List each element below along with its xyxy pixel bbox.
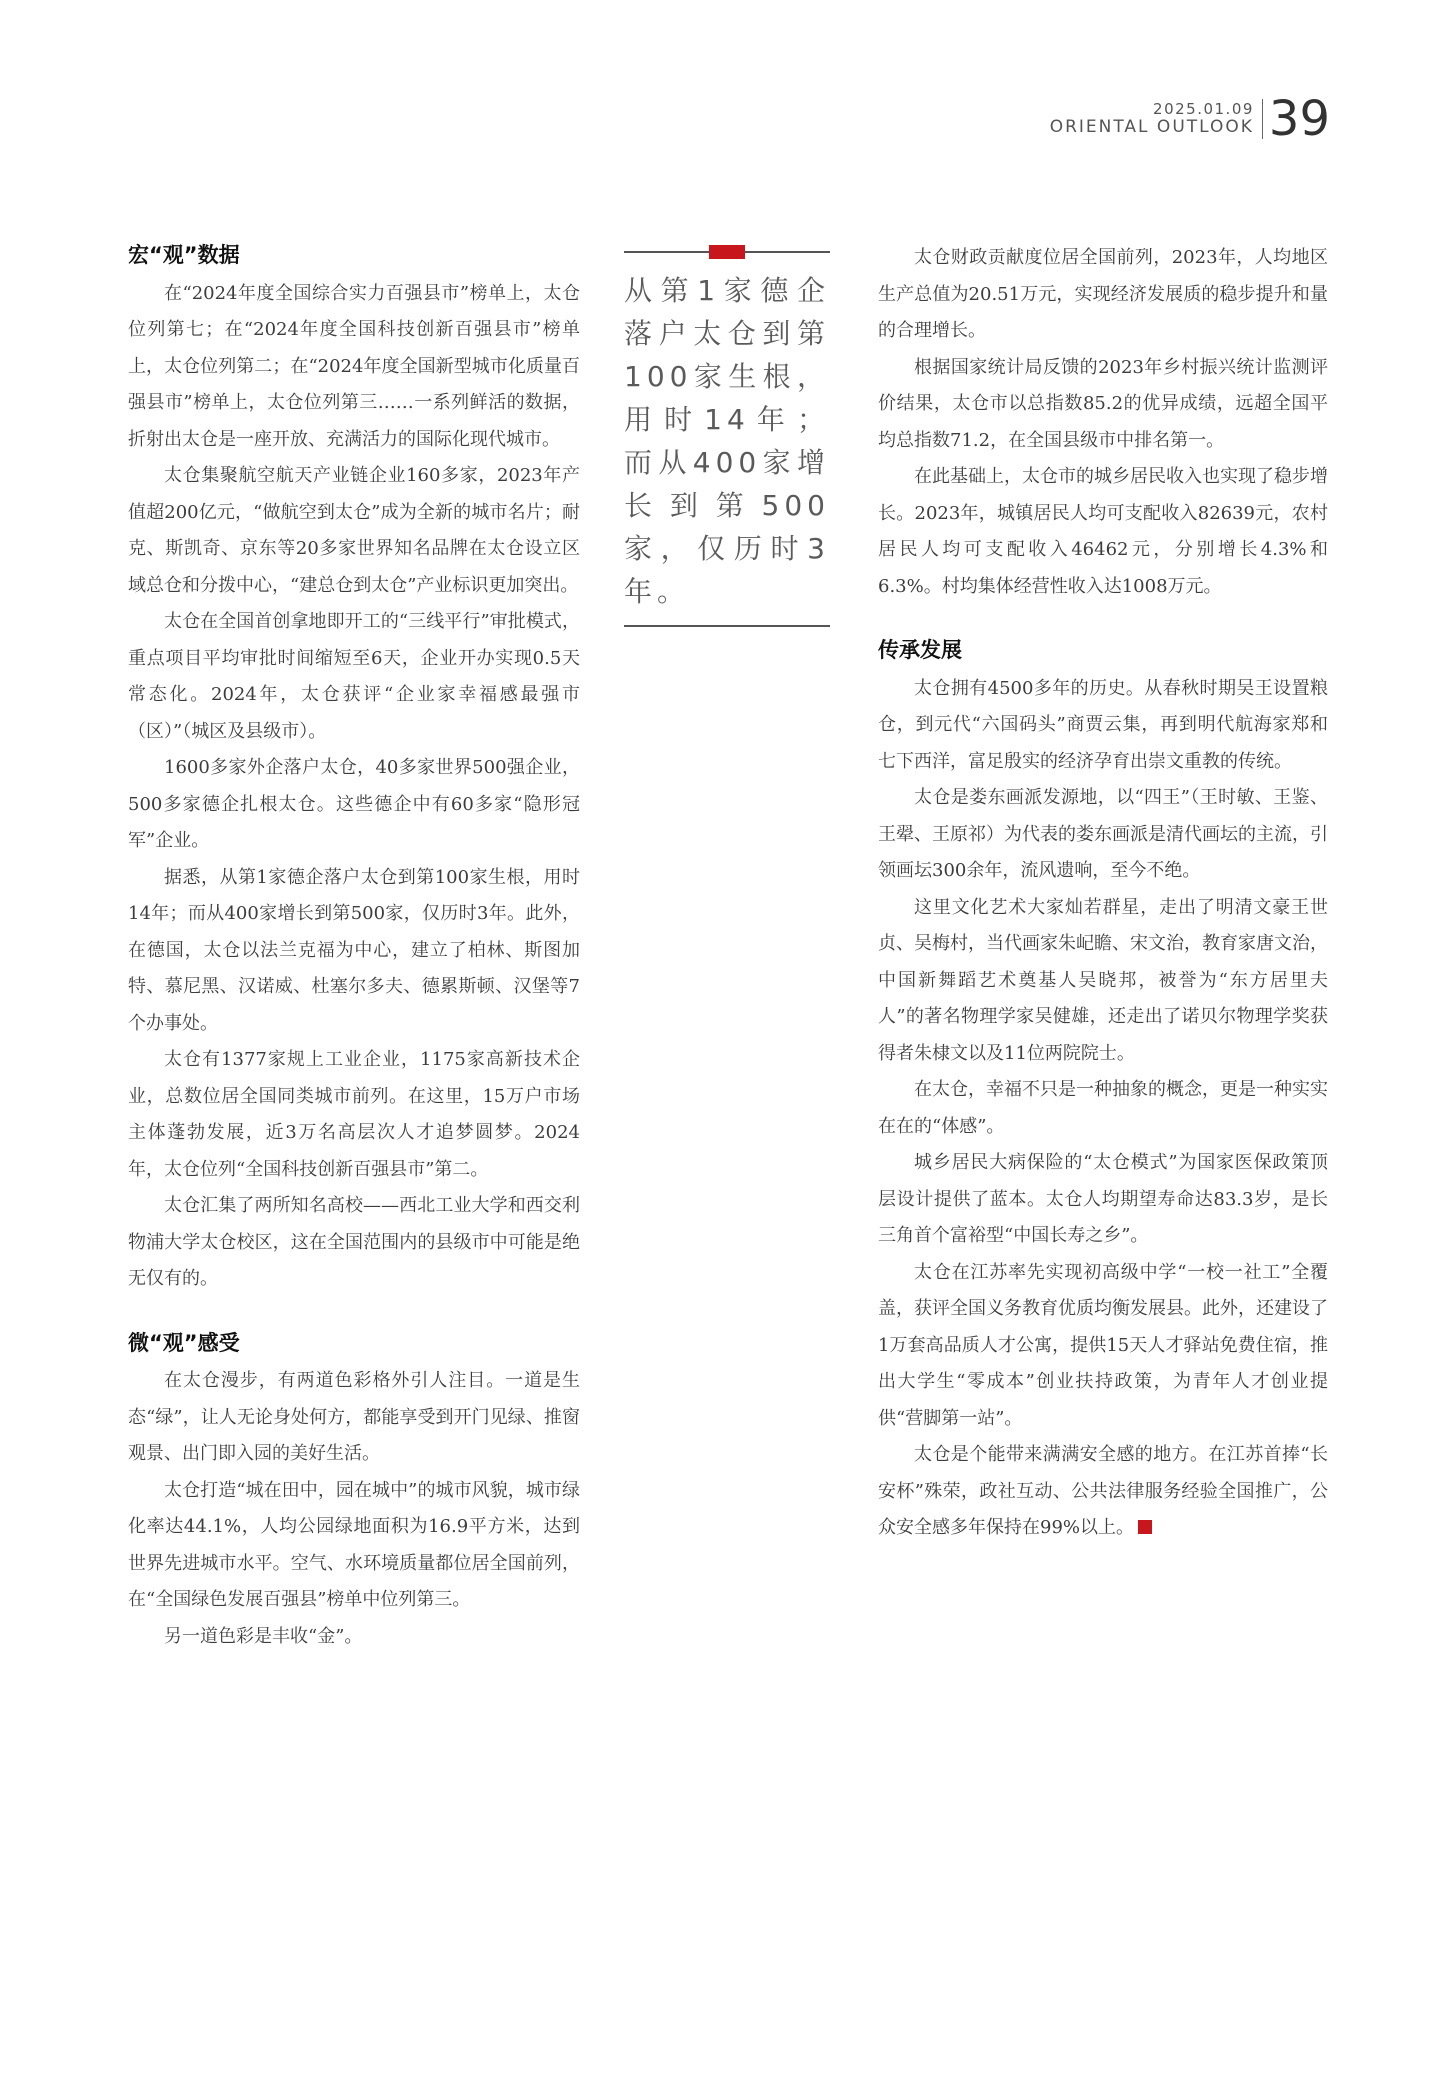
paragraph: 根据国家统计局反馈的2023年乡村振兴统计监测评价结果，太仓市以总指数85.2的优异成绩，远超全国平均总指数71.2，在全国县级市中排名第一。 <box>878 356 1328 451</box>
paragraph: 在此基础上，太仓市的城乡居民收入也实现了稳步增长。2023年，城镇居民人均可支配收入82639元，农村居民人均可支配收入46462元，分别增长4.3%和6.3%。村均集体经营性收入达1008万元。 <box>878 466 1328 597</box>
right-column <box>878 240 1328 1547</box>
left-column <box>128 240 580 1655</box>
paragraph: 在“2024年度全国综合实力百强县市”榜单上，太仓位列第七；在“2024年度全国科技创新百强县市”榜单上，太仓位列第二；在“2024年度全国新型城市化质量百强县市”榜单上，太仓位列第三……一系列鲜活的数据，折射出太仓是一座开放、充满活力的国际化现代城市。 <box>128 282 580 450</box>
page-number: 39 <box>1268 91 1330 147</box>
paragraph: 1600多家外企落户太仓，40多家世界500强企业，500多家德企扎根太仓。这些德企中有60多家“隐形冠军”企业。 <box>128 757 580 851</box>
paragraph: 在太仓，幸福不只是一种抽象的概念，更是一种实实在在的“体感”。 <box>878 1079 1328 1137</box>
paragraph: 太仓有1377家规上工业企业，1175家高新技术企业，总数位居全国同类城市前列。在这里，15万户市场主体蓬勃发展，近3万名高层次人才追梦圆梦。2024年，太仓位列“全国科技创新百强县市”第二。 <box>128 1049 580 1180</box>
paragraph: 太仓拥有4500多年的历史。从春秋时期吴王设置粮仓，到元代“六国码头”商贾云集，再到明代航海家郑和七下西洋，富足殷实的经济孕育出崇文重教的传统。 <box>878 677 1328 772</box>
magazine-name: ORIENTAL OUTLOOK <box>1049 116 1254 137</box>
paragraph: 据悉，从第1家德企落户太仓到第100家生根，用时14年；而从400家增长到第500家，仅历时3年。此外，在德国，太仓以法兰克福为中心，建立了柏林、斯图加特、慕尼黑、汉诺威、杜塞尔多夫、德累斯顿、汉堡等7个办事处。 <box>128 866 580 1034</box>
paragraph: 太仓在全国首创拿地即开工的“三线平行”审批模式，重点项目平均审批时间缩短至6天，企业开办实现0.5天常态化。2024年，太仓获评“企业家幸福感最强市（区）”（城区及县级市）。 <box>128 611 580 742</box>
final-paragraph <box>878 1437 1328 1547</box>
paragraph-text: 太仓是个能带来满满安全感的地方。在江苏首捧“长安杯”殊荣，政社互动、公共法律服务经验全国推广，公众安全感多年保持在99%以上。 <box>878 1444 1328 1538</box>
section-gap <box>878 605 1328 635</box>
paragraph: 在太仓漫步，有两道色彩格外引人注目。一道是生态“绿”，让人无论身处何方，都能享受到开门见绿、推窗观景、出门即入园的美好生活。 <box>128 1370 580 1464</box>
paragraph: 太仓集聚航空航天产业链企业160多家，2023年产值超200亿元，“做航空到太仓”成为全新的城市名片；耐克、斯凯奇、京东等20多家世界知名品牌在太仓设立区域总仓和分拨中心，“建总仓到太仓”产业标识更加突出。 <box>128 465 580 596</box>
paragraph: 太仓财政贡献度位居全国前列，2023年，人均地区生产总值为20.51万元，实现经济发展质的稳步提升和量的合理增长。 <box>878 247 1328 341</box>
end-of-article-mark <box>1138 1520 1152 1534</box>
pull-quote-text: 从第1家德企落户太仓到第100家生根，用时14年；而从400家增长到第500家，仅历时3年。 <box>624 274 830 608</box>
section-gap <box>128 1298 580 1328</box>
paragraph: 这里文化艺术大家灿若群星，走出了明清文豪王世贞、吴梅村，当代画家朱屺瞻、宋文治，教育家唐文治，中国新舞蹈艺术奠基人吴晓邦，被誉为“东方居里夫人”的著名物理学家吴健雄，还走出了诺贝尔物理学奖获得者朱棣文以及11位两院院士。 <box>878 896 1328 1064</box>
paragraph: 太仓是娄东画派发源地，以“四王”（王时敏、王鉴、王翚、王原祁）为代表的娄东画派是清代画坛的主流，引领画坛300余年，流风遗响，至今不绝。 <box>878 787 1328 881</box>
pull-quote-top-rule <box>624 245 830 261</box>
pull-quote <box>624 245 830 627</box>
header-divider <box>1262 99 1263 139</box>
paragraph: 太仓汇集了两所知名高校——西北工业大学和西交利物浦大学太仓校区，这在全国范围内的县级市中可能是绝无仅有的。 <box>128 1195 580 1289</box>
red-accent-bar <box>709 245 745 259</box>
paragraph: 太仓在江苏率先实现初高级中学“一校一社工”全覆盖，获评全国义务教育优质均衡发展县。此外，还建设了1万套高品质人才公寓，提供15天人才驿站免费住宿，推出大学生“零成本”创业扶持政策，为青年人才创业提供“营脚第一站”。 <box>878 1261 1328 1429</box>
issue-date: 2025.01.09 <box>1153 99 1254 118</box>
pull-quote-bottom-rule <box>624 625 830 627</box>
paragraph: 太仓打造“城在田中，园在城中”的城市风貌，城市绿化率达44.1%，人均公园绿地面积为16.9平方米，达到世界先进城市水平。空气、水环境质量都位居全国前列，在“全国绿色发展百强县”榜单中位列第三。 <box>128 1479 580 1610</box>
page-header <box>1049 91 1330 147</box>
masthead <box>1050 101 1254 138</box>
section-heading-heritage: 传承发展 <box>878 638 962 662</box>
paragraph: 城乡居民大病保险的“太仓模式”为国家医保政策顶层设计提供了蓝本。太仓人均期望寿命达83.3岁，是长三角首个富裕型“中国长寿之乡”。 <box>878 1152 1328 1246</box>
section-heading-micro-feel: 微“观”感受 <box>128 1330 240 1355</box>
paragraph: 另一道色彩是丰收“金”。 <box>164 1625 363 1647</box>
section-heading-macro-data: 宏“观”数据 <box>128 243 240 267</box>
